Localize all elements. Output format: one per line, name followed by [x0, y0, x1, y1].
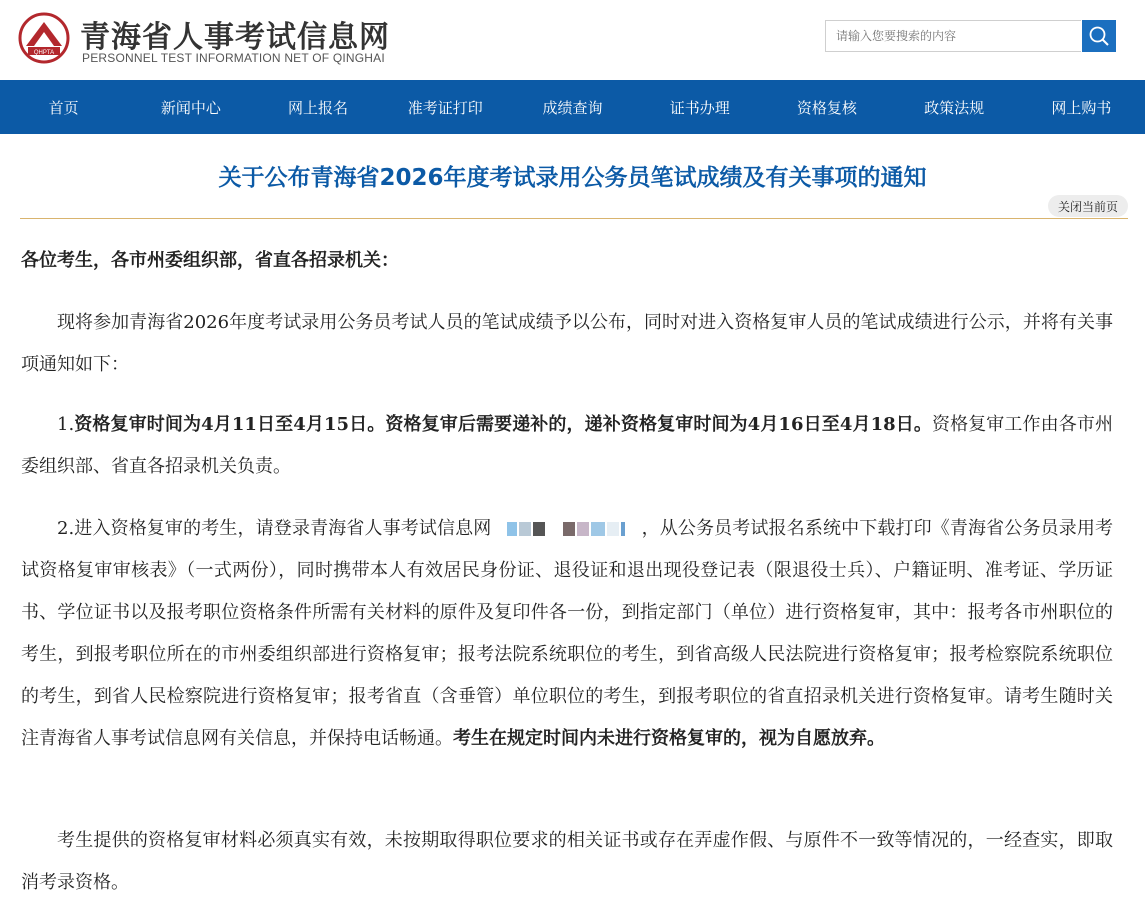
forfeit-notice-bold: 考生在规定时间内未进行资格复审的，视为自愿放弃。	[453, 728, 885, 749]
nav-item-qualification-review[interactable]: 资格复核	[796, 98, 857, 117]
paragraph-authenticity: 考生提供的资格复审材料必须真实有效，未按期取得职位要求的相关证书或存在弄虚作假、与原件不一致等情况的，一经查实，即取消考录资格。	[21, 830, 1113, 893]
nav-item-admission-ticket[interactable]: 准考证打印	[407, 98, 483, 117]
search-button[interactable]	[1082, 20, 1116, 52]
site-subtitle: PERSONNEL TEST INFORMATION NET OF QINGHAI	[82, 51, 385, 65]
site-header	[0, 0, 1145, 80]
site-title[interactable]: 青海省人事考试信息网	[80, 20, 390, 55]
close-page-button[interactable]: 关闭当前页	[1048, 195, 1128, 217]
nav-item-bookstore[interactable]: 网上购书	[1051, 98, 1112, 117]
item-2-body: ，从公务员考试报名系统中下载打印《青海省公务员录用考试资格复审审核表》（一式两份），同时携带本人有效居民身份证、退役证和退出现役登记表（限退役士兵）、户籍证明、准考证、学历证书、学位证书以及报考职位资格条件所需有关材料的原件及复印件各一份，到指定部门（单位）进行资格复审，其中：报考各市州职位的考生，到报考职位所在的市州委组织部进行资格复审；报考法院系统职位的考生，到省高级人民法院进行资格复审；报考检察院系统职位的考生，到省人民检察院进行资格复审；报考省直（含垂管）单位职位的考生，到报考职位的省直招录机关进行资格复审。请考生随时关注青海省人事考试信息网有关信息，并保持电话畅通。	[21, 518, 1114, 749]
nav-item-score-query[interactable]: 成绩查询	[542, 98, 603, 117]
item-number: 1.	[57, 414, 75, 435]
nav-item-home[interactable]: 首页	[48, 98, 79, 117]
review-dates-bold: 资格复审时间为4月11日至4月15日。资格复审后需要递补的，递补资格复审时间为4月16日至4月18日。	[74, 414, 932, 435]
article-title: 关于公布青海省2026年度考试录用公务员笔试成绩及有关事项的通知	[218, 165, 927, 191]
nav-item-policy[interactable]: 政策法规	[924, 98, 985, 117]
review-responsibility: 资格复审工作由各市州委组织部、省直各招录机关负责。	[21, 414, 1113, 477]
search-box	[825, 20, 1115, 52]
paragraph-item-1	[21, 404, 1113, 488]
redacted-url	[501, 522, 631, 536]
salutation: 各位考生，各市州委组织部，省直各招录机关：	[21, 250, 399, 271]
nav-item-news[interactable]: 新闻中心	[160, 98, 221, 117]
main-nav	[0, 80, 1145, 134]
paragraph-intro: 现将参加青海省2026年度考试录用公务员考试人员的笔试成绩予以公布，同时对进入资格复审人员的笔试成绩进行公示，并将有关事项通知如下：	[21, 312, 1113, 375]
item-2-lead: 2.进入资格复审的考生，请登录青海省人事考试信息网	[57, 518, 492, 539]
qhpta-logo[interactable]	[18, 12, 70, 64]
search-icon	[1088, 25, 1110, 47]
paragraph-item-2	[21, 508, 1113, 760]
title-divider	[20, 218, 1128, 219]
nav-item-certificate[interactable]: 证书办理	[669, 98, 730, 117]
nav-item-online-registration[interactable]: 网上报名	[288, 98, 349, 117]
logo-text: QHPTA	[33, 50, 55, 56]
search-input[interactable]	[825, 20, 1081, 52]
